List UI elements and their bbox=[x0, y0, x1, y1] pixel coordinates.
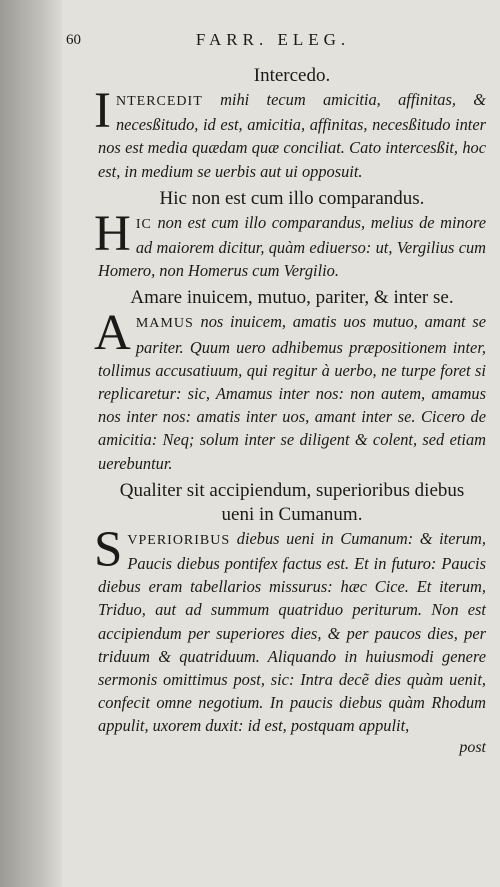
page-number: 60 bbox=[66, 32, 81, 48]
section bbox=[94, 64, 486, 183]
section bbox=[94, 479, 486, 738]
first-word: NTERCEDIT bbox=[115, 94, 203, 109]
first-word: VPERIORIBUS bbox=[127, 532, 231, 548]
running-title: FARR. ELEG. bbox=[195, 30, 351, 49]
section bbox=[94, 187, 486, 283]
drop-cap: A bbox=[94, 305, 131, 362]
paragraph-text: diebus ueni in Cumanum: & iterum, Paucis diebus pontifex factus est. Et in futuro: Paucis diebus eram tabellarios missurus: hæc Cice. Et iterum, Triduo, aut ad summum quatriduo periturum. Non est accipiendum per superiores dies, & per paucos dies, per triduum & quatriduum. Aliquando in huiusmodi genere sermonis omittimus post, sic: Intra decẽ dies quàm uenit, confecit omne negotium. In paucis diebus quàm Rhodum appulit, uxorem duxit: id est, postquam appulit, bbox=[98, 528, 486, 736]
drop-cap: S bbox=[94, 521, 123, 578]
section-heading: Amare inuicem, mutuo, pariter, & inter se. bbox=[130, 287, 454, 309]
catchword: post bbox=[459, 738, 486, 756]
section-paragraph bbox=[94, 521, 486, 738]
paragraph-text: non est cum illo comparandus, melius de minore ad maiorem dicitur, quàm ediuerso: ut, Vergilius cum Homero, non Homerus cum Vergilio. bbox=[98, 212, 486, 281]
section-paragraph bbox=[94, 305, 486, 474]
first-word: MAMUS bbox=[135, 316, 194, 332]
section-paragraph bbox=[94, 205, 486, 283]
paragraph-text: nos inuicem, amatis uos mutuo, amant se pariter. Quum uero adhibemus præpositionem inter, tollimus accusatiuum, qui regitur à uerbo, ne turpe foret si replicaretur: sic, Amamus inter nos: non autem, amamus nos inter nos: amatis inter uos, amant inter se. Cicero de amicitia: Neq; solum inter se diligent & colent, sed etiam uerebuntur. bbox=[98, 312, 486, 473]
section-heading: Qualiter sit accipiendum, superioribus diebus ueni in Cumanum. bbox=[119, 479, 465, 525]
first-word: IC bbox=[135, 216, 152, 232]
running-head bbox=[66, 30, 480, 50]
page-gutter bbox=[0, 0, 62, 887]
drop-cap: I bbox=[94, 83, 111, 139]
section-heading: Intercedo. bbox=[253, 65, 331, 86]
section-paragraph bbox=[94, 83, 486, 183]
section-heading: Hic non est cum illo comparandus. bbox=[159, 187, 425, 209]
drop-cap: H bbox=[94, 205, 131, 262]
section bbox=[94, 286, 486, 474]
paragraph-text: mihi tecum amicitia, affinitas, & necesßitudo, id est, amicitia, affinitas, necesßitudo inter nos est media quædam quæ conciliat. Cato intercesßit, hoc est, in medium se uerbis aut ui opposuit. bbox=[98, 90, 486, 181]
